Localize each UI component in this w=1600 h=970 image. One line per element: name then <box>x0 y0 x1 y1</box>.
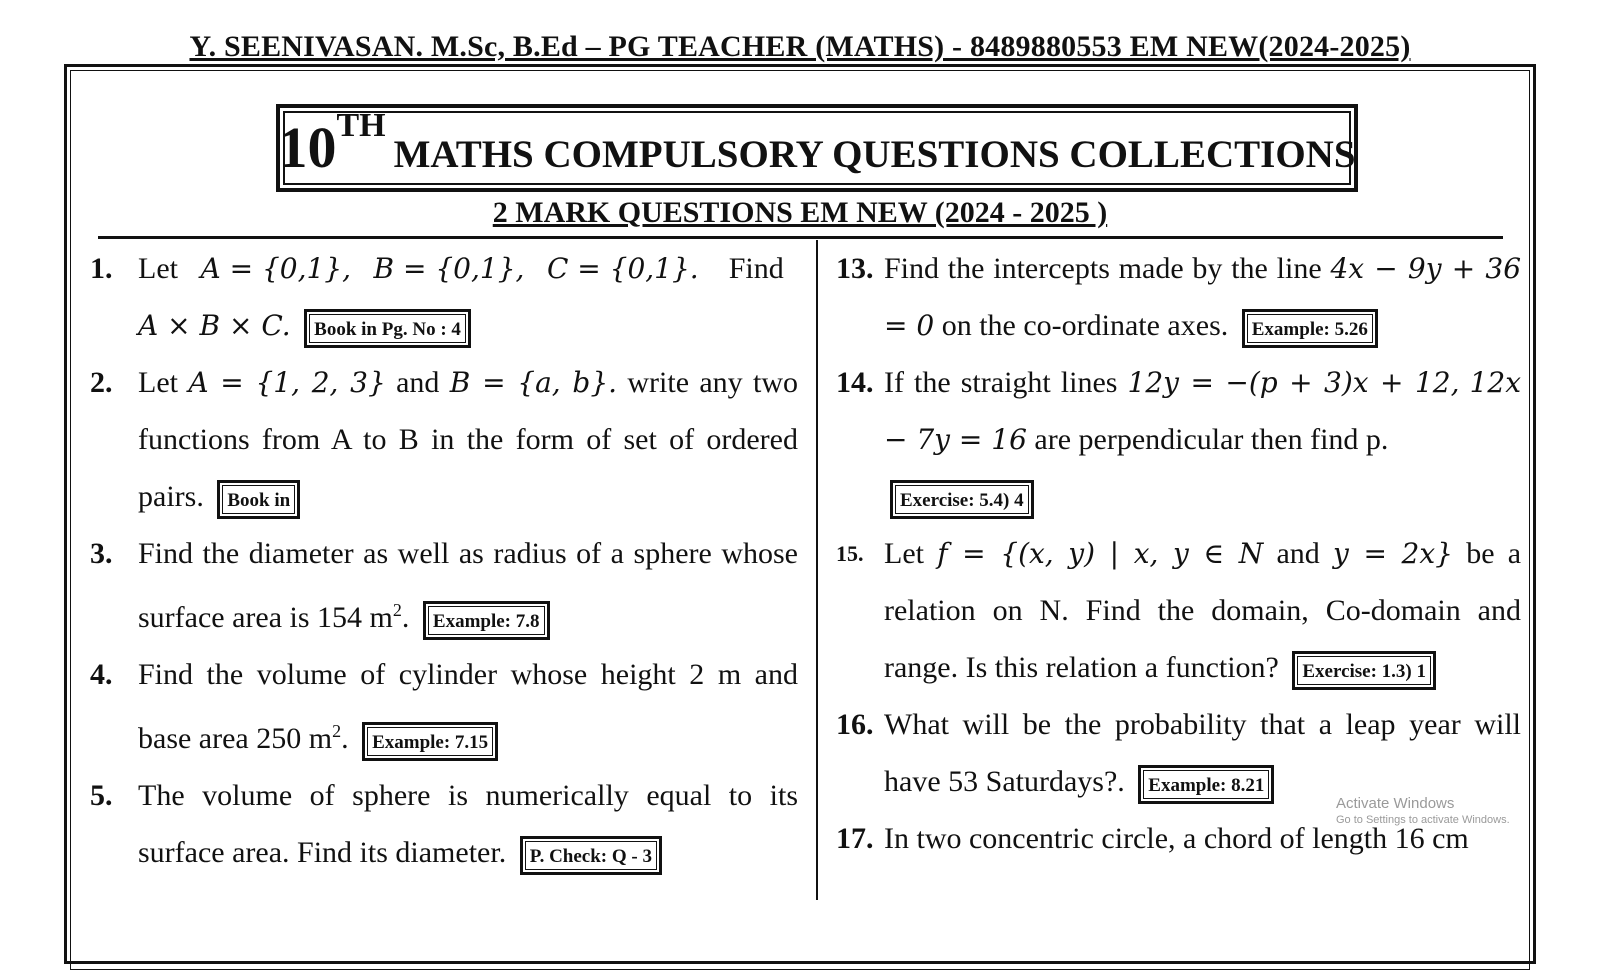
q14-text-part: If the straight lines <box>884 366 1118 399</box>
q2-text-part: Let <box>138 366 178 399</box>
right-column <box>836 240 1521 867</box>
question-number: 14. <box>836 366 874 399</box>
q1-set-c: C = {0,1}. <box>546 252 699 285</box>
q1-set-a: A = {0,1}, <box>200 252 352 285</box>
question-number: 2. <box>90 366 113 399</box>
teacher-header: Y. SEENIVASAN. M.Sc, B.Ed – PG TEACHER (MATHS) - 8489880553 EM NEW(2024-2025) <box>189 30 1411 63</box>
question-number: 1. <box>90 252 113 285</box>
question-text <box>138 354 798 525</box>
q4-tail: . <box>341 722 349 755</box>
q1-text-find: Find <box>728 252 784 285</box>
question-16 <box>836 696 1521 810</box>
reference-label: Example: 7.8 <box>428 606 545 635</box>
q2-text-rest: write any two functions from A to B in the form of set of ordered pairs. <box>138 366 798 513</box>
reference-label: Exercise: 5.4) 4 <box>895 485 1029 514</box>
question-5 <box>90 767 798 881</box>
q2-text-and: and <box>396 366 440 399</box>
q14-text-rest: are perpendicular then find p. <box>1034 423 1389 456</box>
question-3 <box>90 525 798 646</box>
question-2 <box>90 354 798 525</box>
q14-equation-1: 12y = −(p + 3)x + 12, <box>1127 366 1460 399</box>
activate-windows-watermark <box>1336 795 1510 826</box>
question-number: 5. <box>90 779 113 812</box>
column-divider <box>816 240 818 900</box>
title-grade-superscript: TH <box>336 107 386 144</box>
reference-label: Book in Pg. No : 4 <box>309 314 466 343</box>
title-box <box>276 104 1358 192</box>
question-13 <box>836 240 1521 354</box>
question-text <box>884 354 1521 525</box>
q15-text-and: and <box>1276 537 1320 570</box>
watermark-subtitle: Go to Settings to activate Windows. <box>1336 814 1510 826</box>
question-text <box>138 767 798 881</box>
reference-label: Example: 7.15 <box>367 727 493 756</box>
question-number: 16. <box>836 708 874 741</box>
reference-badge <box>1138 765 1274 804</box>
reference-label: Book in <box>222 485 295 514</box>
page-title: MATHS COMPULSORY QUESTIONS COLLECTIONS <box>393 132 1356 176</box>
reference-badge <box>423 601 550 640</box>
section-subtitle: 2 MARK QUESTIONS EM NEW (2024 - 2025 ) <box>492 196 1108 229</box>
question-number: 17. <box>836 822 874 855</box>
question-text <box>884 696 1521 810</box>
q13-text-part: Find the intercepts made by the line <box>884 252 1322 285</box>
q1-set-b: B = {0,1}, <box>373 252 525 285</box>
q4-superscript: 2 <box>332 721 342 741</box>
question-number: 13. <box>836 252 874 285</box>
q1-product: A × B × C. <box>138 309 291 342</box>
question-text <box>138 525 798 646</box>
q14-equation-2: 12x − 7y = 16 <box>884 366 1521 456</box>
left-column <box>90 240 798 881</box>
q15-text-part: Let <box>884 537 924 570</box>
reference-badge <box>890 480 1034 519</box>
question-4 <box>90 646 798 767</box>
q3-tail: . <box>401 601 410 634</box>
question-number: 15. <box>836 541 864 566</box>
q5-text: The volume of sphere is numerically equal to its surface area. Find its diameter. <box>138 779 798 869</box>
q15-text-rest: be a relation on N. Find the domain, Co-domain and range. Is this relation a function? <box>884 537 1522 684</box>
q3-superscript: 2 <box>392 600 402 620</box>
q15-relation: f = {(x, y) | x, y ∈ N <box>937 537 1264 570</box>
q3-text: Find the diameter as well as radius of a sphere whose surface area is 154 m <box>138 537 798 634</box>
reference-badge <box>304 309 471 348</box>
reference-badge <box>1292 651 1436 690</box>
reference-label: Exercise: 1.3) 1 <box>1297 656 1431 685</box>
question-text <box>884 240 1521 354</box>
q4-text: Find the volume of cylinder whose height 2 m and base area 250 m <box>138 658 798 755</box>
question-text <box>138 646 798 767</box>
question-1 <box>90 240 798 354</box>
question-text <box>138 240 798 354</box>
question-number: 3. <box>90 537 113 570</box>
reference-label: Example: 5.26 <box>1247 314 1373 343</box>
reference-label: P. Check: Q - 3 <box>525 841 657 870</box>
reference-badge <box>217 480 300 519</box>
header-rule <box>98 236 1503 239</box>
q16-text: What will be the probability that a leap year will have 53 Saturdays?. <box>884 708 1521 798</box>
reference-label: Example: 8.21 <box>1143 770 1269 799</box>
watermark-title: Activate Windows <box>1336 795 1455 812</box>
title-grade-number: 10 <box>278 115 337 180</box>
reference-badge <box>520 836 662 875</box>
question-15 <box>836 525 1521 696</box>
q15-condition: y = 2x} <box>1333 537 1453 570</box>
question-text <box>884 525 1521 696</box>
title-inner-frame <box>278 107 1356 185</box>
question-14 <box>836 354 1521 525</box>
q13-equation: 4x − 9y + 36 = 0 <box>884 252 1522 342</box>
reference-badge <box>1242 309 1378 348</box>
q13-text-rest: on the co-ordinate axes. <box>941 309 1229 342</box>
q17-text: In two concentric circle, a chord of length 16 cm <box>884 822 1469 855</box>
question-number: 4. <box>90 658 113 691</box>
q2-set-b: B = {a, b}. <box>449 366 618 399</box>
reference-badge <box>362 722 498 761</box>
q1-text-part: Let <box>138 252 178 285</box>
q2-set-a: A = {1, 2, 3} <box>188 366 386 399</box>
